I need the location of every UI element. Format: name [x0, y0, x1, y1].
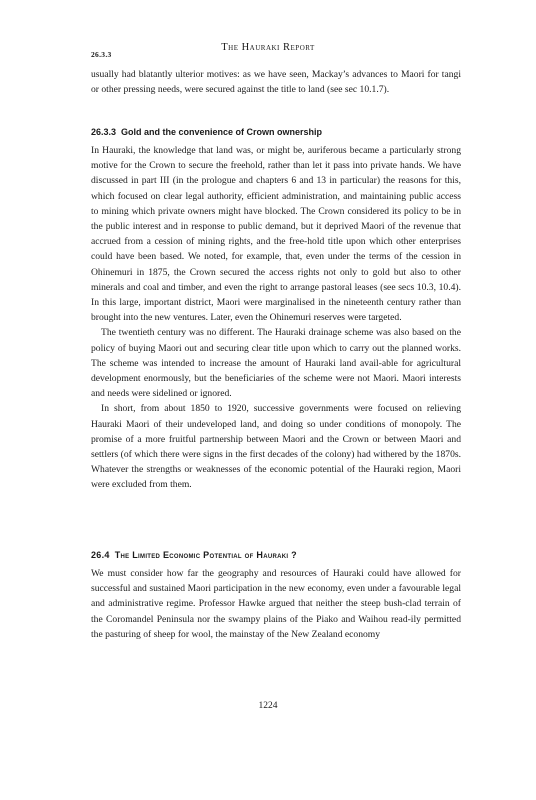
- section-heading-number: 26.4: [91, 550, 110, 560]
- paragraph: usually had blatantly ulterior motives: as we have seen, Mackay’s advances to Maori for tangi or other pressing needs, were secured against the title to land (see sec 10.1.7).: [91, 69, 461, 96]
- paragraph: In Hauraki, the knowledge that land was, or might be, auriferous became a particularly strong motive for the Crown to secure the freehold, rather than let it pass into private hands. We have discussed in part III (in the prologue and chapters 6 and 13 in particular) the reasons for this, which focused on clear legal authority, efficient administration, and maintaining public access to mining which private owners might have blocked. The Crown considered its policy to be in the public interest and in response to public demand, but it deprived Maori of the revenue that accrued from a cession of mining rights, and the free-hold title upon which other enterprises could have been based. We noted, for example, that, even under the terms of the cession in Ohinemuri in 1875, the Crown secured the access rights not only to gold but also to other minerals and coal and timber, and even the right to arrange pastoral leases (see secs 10.3, 10.4). In this large, important district, Maori were marginalised in the nineteenth century rather than brought into the new ventures. Later, even the Ohinemuri reserves were targeted.: [91, 145, 461, 324]
- paragraph: The twentieth century was no different. The Hauraki drainage scheme was also based on the policy of buying Maori out and securing clear title upon which to carry out the planned works. The scheme was intended to increase the amount of Hauraki land avail-able for agricultural development enormously, but the beneficiaries of the scheme were not Maori. Maori interests and needs were sidelined or ignored.: [91, 327, 461, 400]
- section-body: [91, 143, 461, 493]
- section-heading: [91, 127, 322, 137]
- header-section-number: 26.3.3: [91, 50, 112, 59]
- paragraph: In short, from about 1850 to 1920, successive governments were focused on relieving Hauraki Maori of their undeveloped land, and doing so under conditions of monopoly. The promise of a more fruitful partnership between Maori and the Crown or between Maori and settlers (of which there were signs in the first decades of the colony) had withered by the 1870s. Whatever the strengths or weaknesses of the economic potential of the Hauraki region, Maori were excluded from them.: [91, 403, 461, 491]
- running-head: The Hauraki Report: [221, 42, 315, 53]
- section-body: [91, 566, 461, 642]
- section-heading-title: Gold and the convenience of Crown ownership: [121, 127, 323, 137]
- page-number: 1224: [258, 701, 278, 711]
- section-heading: [91, 550, 297, 560]
- continued-paragraph: [91, 67, 461, 97]
- section-heading-title: The Limited Economic Potential of Hauraki ?: [114, 550, 297, 560]
- paragraph: We must consider how far the geography and resources of Hauraki could have allowed for successful and sustained Maori participation in the new economy, even under a favourable legal and administrative regime. Professor Hawke argued that neither the steep bush-clad terrain of the Coromandel Peninsula nor the swampy plains of the Piako and Waihou read-ily permitted the pasturing of sheep for wool, the mainstay of the New Zealand economy: [91, 568, 461, 640]
- section-heading-number: 26.3.3: [91, 127, 117, 137]
